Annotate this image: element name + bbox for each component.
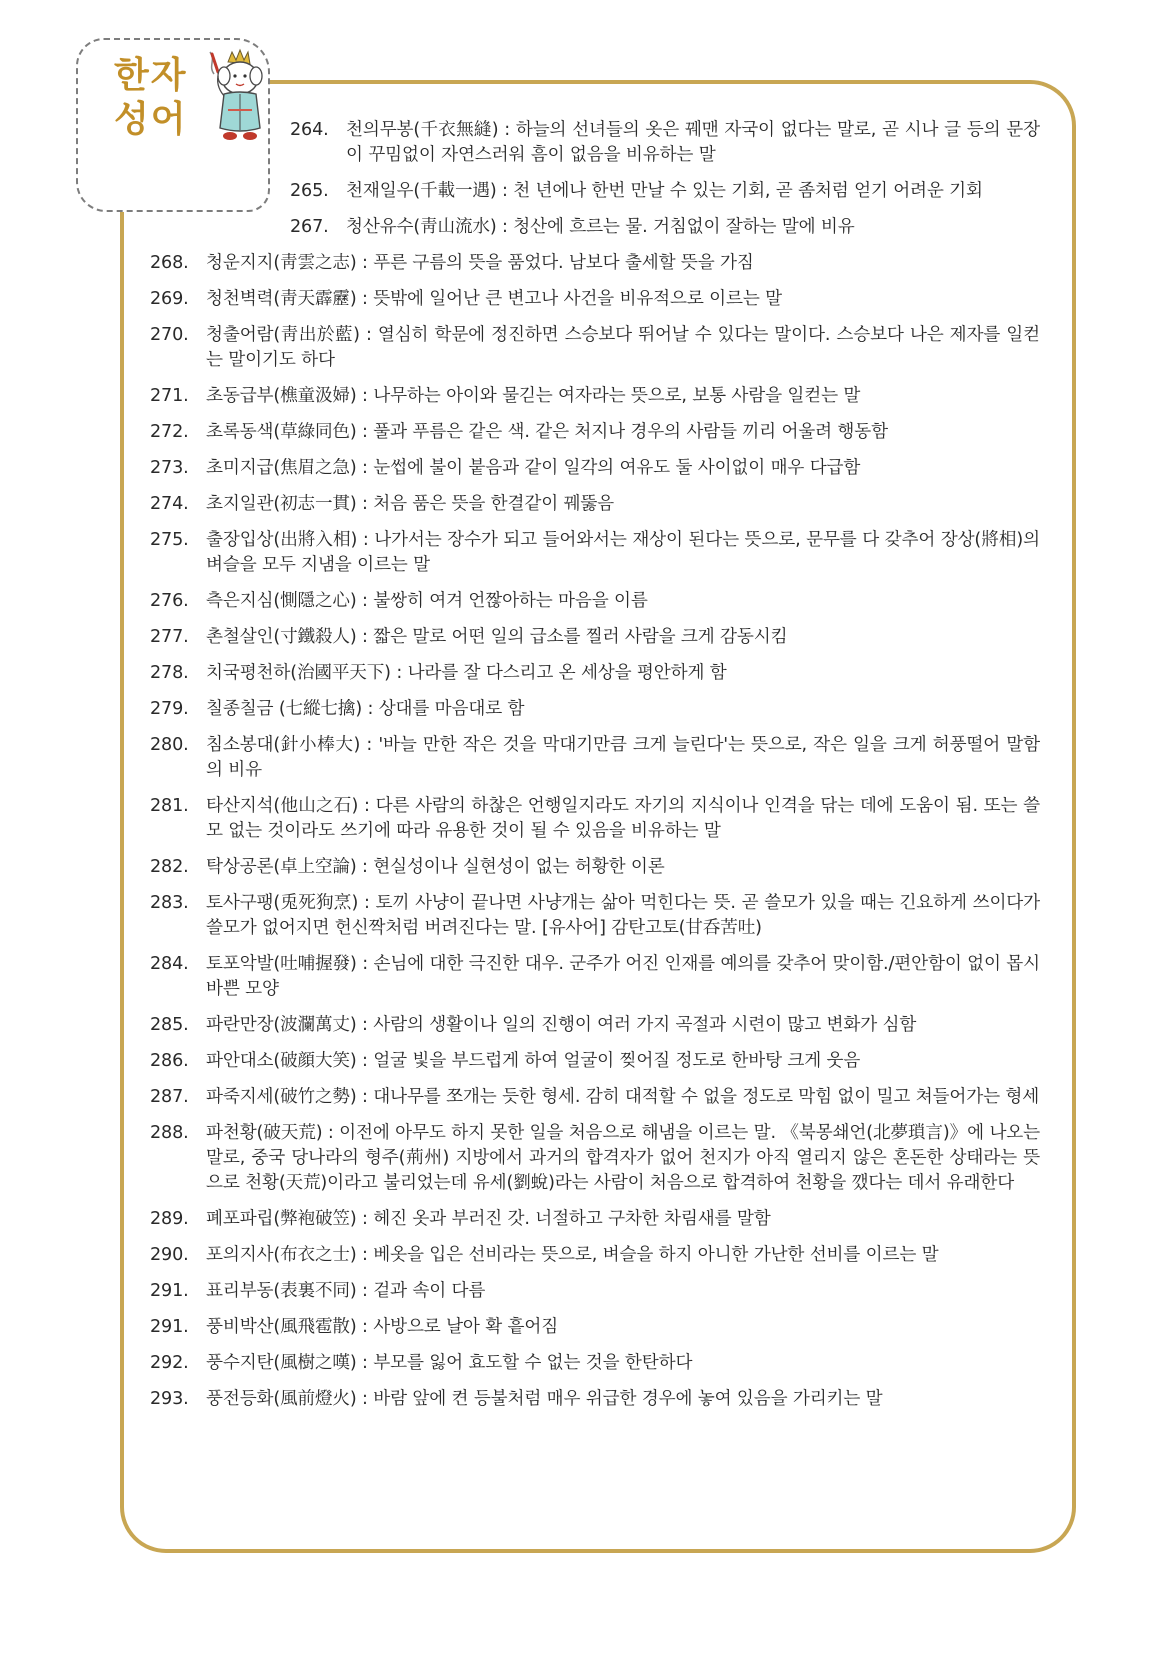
entry-text	[346, 118, 1040, 168]
entry-text	[206, 733, 1040, 783]
idiom-entry	[150, 420, 1040, 445]
entry-separator: :	[356, 386, 374, 406]
entry-number: 273.	[150, 458, 189, 478]
entry-separator: :	[362, 699, 379, 719]
idiom-entry	[150, 661, 1040, 686]
entry-definition: 토끼 사냥이 끝나면 사냥개는 삶아 먹힌다는 뜻. 곧 쓸모가 있을 때는 긴요하게 쓰이다가 쓸모가 없어지면 헌신짝처럼 버려진다는 말. [유사어] 감탄고토(甘呑苦吐)	[206, 893, 1040, 938]
entry-separator: :	[356, 1051, 374, 1071]
entry-term: 토사구팽(兎死狗烹)	[206, 893, 359, 913]
idiom-entry	[150, 492, 1040, 517]
entry-separator: :	[356, 1087, 374, 1107]
entry-definition: 하늘의 선녀들의 옷은 꿰맨 자국이 없다는 말로, 곧 시나 글 등의 문장이 꾸밈없이 자연스러워 흠이 없음을 비유하는 말	[346, 120, 1040, 165]
entry-term: 토포악발(吐哺握發)	[206, 954, 357, 974]
entry-number: 289.	[150, 1209, 189, 1229]
entry-definition: 청산에 흐르는 물. 거침없이 잘하는 말에 비유	[513, 217, 855, 237]
entry-separator: :	[356, 1317, 374, 1337]
entry-text	[206, 952, 1040, 1002]
entry-number: 272.	[150, 422, 189, 442]
entry-separator: :	[356, 1389, 374, 1409]
entry-text	[206, 251, 1040, 276]
entry-term: 청산유수(靑山流水)	[346, 217, 497, 237]
idiom-entry	[150, 1121, 1040, 1196]
idiom-entry	[290, 118, 1040, 168]
idiom-entry	[150, 384, 1040, 409]
entry-term: 풍전등화(風前燈火)	[206, 1389, 357, 1409]
entry-number: 287.	[150, 1087, 189, 1107]
entry-separator: :	[356, 253, 374, 273]
entry-term: 초미지급(焦眉之急)	[206, 458, 357, 478]
entry-separator: :	[358, 893, 376, 913]
entry-number: 283.	[150, 893, 189, 913]
section-title-line2: 성어	[114, 99, 188, 140]
entry-definition: 눈썹에 불이 붙음과 같이 일각의 여유도 둘 사이없이 매우 다급함	[373, 458, 861, 478]
entry-term: 파천황(破天荒)	[206, 1123, 323, 1143]
entry-text	[206, 697, 1040, 722]
entry-separator: :	[357, 530, 375, 550]
entry-term: 초동급부(樵童汲婦)	[206, 386, 357, 406]
entry-separator: :	[359, 325, 378, 345]
entry-term: 청천벽력(靑天霹靂)	[206, 289, 357, 309]
idiom-entry	[150, 855, 1040, 880]
idiom-entry	[150, 1207, 1040, 1232]
entry-term: 폐포파립(弊袍破笠)	[206, 1209, 357, 1229]
entry-definition: 현실성이나 실현성이 없는 허황한 이론	[373, 857, 665, 877]
entry-text	[346, 215, 1040, 240]
entry-term: 포의지사(布衣之士)	[206, 1245, 357, 1265]
idiom-entry	[150, 1351, 1040, 1376]
entry-definition: 나무하는 아이와 물긷는 여자라는 뜻으로, 보통 사람을 일컫는 말	[373, 386, 861, 406]
entry-separator: :	[356, 1353, 374, 1373]
entry-term: 타산지석(他山之石)	[206, 796, 359, 816]
idiom-entry	[290, 215, 1040, 240]
idiom-entry	[150, 1049, 1040, 1074]
entry-number: 291.	[150, 1281, 189, 1301]
entry-number: 282.	[150, 857, 189, 877]
entry-term: 천재일우(千載一遇)	[346, 181, 497, 201]
entry-separator: :	[356, 591, 374, 611]
entry-definition: 손님에 대한 극진한 대우. 군주가 어진 인재를 예의를 갖추어 맞이함./편안함이 없이 몹시 바쁜 모양	[206, 954, 1040, 999]
entry-number: 277.	[150, 627, 189, 647]
entry-term: 초지일관(初志一貫)	[206, 494, 357, 514]
entry-definition: 겉과 속이 다름	[373, 1281, 486, 1301]
entry-number: 280.	[150, 735, 189, 755]
entry-term: 침소봉대(針小棒大)	[206, 735, 361, 755]
entry-text	[206, 1351, 1040, 1376]
entry-number: 291.	[150, 1317, 189, 1337]
entry-definition: 처음 품은 뜻을 한결같이 꿰뚫음	[373, 494, 615, 514]
entry-definition: 풀과 푸름은 같은 색. 같은 처지나 경우의 사람들 끼리 어울려 행동함	[373, 422, 888, 442]
entry-number: 279.	[150, 699, 189, 719]
idiom-entry	[150, 733, 1040, 783]
entry-term: 탁상공론(卓上空論)	[206, 857, 357, 877]
entry-number: 267.	[290, 217, 329, 237]
entry-term: 측은지심(惻隱之心)	[206, 591, 357, 611]
entry-separator: :	[356, 458, 374, 478]
entry-definition: 대나무를 쪼개는 듯한 형세. 감히 대적할 수 없을 정도로 막힘 없이 밀고 쳐들어가는 형세	[373, 1087, 1040, 1107]
idiom-list	[150, 118, 1040, 1423]
idiom-entry	[150, 1243, 1040, 1268]
entry-number: 275.	[150, 530, 189, 550]
entry-number: 269.	[150, 289, 189, 309]
idiom-entry	[150, 625, 1040, 650]
entry-definition: 푸른 구름의 뜻을 품었다. 남보다 출세할 뜻을 가짐	[373, 253, 754, 273]
entry-definition: 부모를 잃어 효도할 수 없는 것을 한탄하다	[373, 1353, 693, 1373]
entry-text	[206, 661, 1040, 686]
idiom-entry	[150, 1387, 1040, 1412]
entry-separator: :	[356, 1245, 374, 1265]
entry-separator: :	[496, 181, 514, 201]
entry-definition: 헤진 옷과 부러진 갓. 너절하고 구차한 차림새를 말함	[373, 1209, 771, 1229]
entry-text	[206, 1207, 1040, 1232]
entry-number: 285.	[150, 1015, 189, 1035]
entry-text	[206, 1121, 1040, 1196]
entry-text	[206, 1243, 1040, 1268]
idiom-entry	[150, 456, 1040, 481]
entry-separator: :	[390, 663, 408, 683]
entry-number: 268.	[150, 253, 189, 273]
entry-term: 파죽지세(破竹之勢)	[206, 1087, 357, 1107]
entry-number: 276.	[150, 591, 189, 611]
idiom-entry	[150, 697, 1040, 722]
idiom-entry	[150, 528, 1040, 578]
entry-term: 표리부동(表裏不同)	[206, 1281, 357, 1301]
entry-number: 264.	[290, 120, 329, 140]
entry-term: 파란만장(波瀾萬丈)	[206, 1015, 357, 1035]
entry-number: 290.	[150, 1245, 189, 1265]
entry-definition: 이전에 아무도 하지 못한 일을 처음으로 해냄을 이르는 말. 《북몽쇄언(北夢瑣言)》에 나오는 말로, 중국 당나라의 형주(荊州) 지방에서 과거의 합격자가 없어 천지가 아직 열리지 않은 혼돈한 상태라는 뜻으로 천황(天荒)이라고 불리었는데 유세(劉蛻)라는 사람이 처음으로 합격하여 천황을 깼다는 데서 유래한다	[206, 1123, 1040, 1193]
idiom-entry	[150, 1013, 1040, 1038]
entry-number: 270.	[150, 325, 189, 345]
idiom-entry	[150, 1315, 1040, 1340]
entry-text	[206, 492, 1040, 517]
entry-number: 281.	[150, 796, 189, 816]
entry-term: 풍수지탄(風樹之嘆)	[206, 1353, 357, 1373]
entry-number: 274.	[150, 494, 189, 514]
entry-text	[206, 625, 1040, 650]
entry-number: 271.	[150, 386, 189, 406]
entry-separator: :	[356, 627, 374, 647]
entry-number: 288.	[150, 1123, 189, 1143]
entry-text	[206, 1387, 1040, 1412]
entry-number: 284.	[150, 954, 189, 974]
entry-text	[206, 891, 1040, 941]
entry-definition: 바람 앞에 켠 등불처럼 매우 위급한 경우에 놓여 있음을 가리키는 말	[373, 1389, 883, 1409]
entry-definition: 다른 사람의 하찮은 언행일지라도 자기의 지식이나 인격을 닦는 데에 도움이 됨. 또는 쓸모 없는 것이라도 쓰기에 따라 유용한 것이 될 수 있음을 비유하는 말	[206, 796, 1040, 841]
entry-separator: :	[356, 289, 374, 309]
entry-definition: 열심히 학문에 정진하면 스승보다 뛰어날 수 있다는 말이다. 스승보다 나은 제자를 일컫는 말이기도 하다	[206, 325, 1040, 370]
entry-text	[206, 1315, 1040, 1340]
idiom-entry	[150, 794, 1040, 844]
entry-separator: :	[498, 120, 516, 140]
entry-text	[206, 1085, 1040, 1110]
entry-number: 278.	[150, 663, 189, 683]
idiom-entry	[150, 589, 1040, 614]
idiom-entry	[150, 1085, 1040, 1110]
entry-separator: :	[358, 796, 376, 816]
entry-term: 촌철살인(寸鐵殺人)	[206, 627, 357, 647]
entry-text	[206, 384, 1040, 409]
entry-definition: 짧은 말로 어떤 일의 급소를 찔러 사람을 크게 감동시킴	[373, 627, 788, 647]
entry-text	[346, 179, 1040, 204]
idiom-entry	[150, 1279, 1040, 1304]
idiom-entry	[150, 287, 1040, 312]
entry-text	[206, 794, 1040, 844]
idiom-entry	[150, 323, 1040, 373]
entry-text	[206, 1049, 1040, 1074]
entry-separator: :	[356, 1209, 374, 1229]
section-title-line1: 한자	[114, 55, 188, 96]
entry-term: 청출어람(靑出於藍)	[206, 325, 360, 345]
entry-separator: :	[356, 422, 374, 442]
entry-number: 265.	[290, 181, 329, 201]
idiom-entry	[150, 251, 1040, 276]
entry-term: 천의무봉(千衣無縫)	[346, 120, 499, 140]
entry-separator: :	[356, 954, 374, 974]
idiom-entry	[150, 952, 1040, 1002]
entry-text	[206, 528, 1040, 578]
entry-definition: 상대를 마음대로 함	[378, 699, 525, 719]
entry-term: 파안대소(破顔大笑)	[206, 1051, 357, 1071]
idiom-entry	[150, 891, 1040, 941]
entry-separator: :	[356, 1281, 374, 1301]
entry-term: 칠종칠금 (七縱七擒)	[206, 699, 363, 719]
entry-separator: :	[356, 1015, 374, 1035]
entry-text	[206, 420, 1040, 445]
entry-definition: '바늘 만한 작은 것을 막대기만큼 크게 늘린다'는 뜻으로, 작은 일을 크게 허풍떨어 말함의 비유	[206, 735, 1040, 780]
entry-separator: :	[322, 1123, 340, 1143]
entry-term: 청운지지(靑雲之志)	[206, 253, 357, 273]
entry-definition: 베옷을 입은 선비라는 뜻으로, 벼슬을 하지 아니한 가난한 선비를 이르는 말	[373, 1245, 939, 1265]
entry-definition: 사람의 생활이나 일의 진행이 여러 가지 곡절과 시련이 많고 변화가 심함	[373, 1015, 917, 1035]
entry-text	[206, 287, 1040, 312]
entry-definition: 얼굴 빛을 부드럽게 하여 얼굴이 찢어질 정도로 한바탕 크게 웃음	[373, 1051, 861, 1071]
entry-separator: :	[360, 735, 379, 755]
entry-term: 출장입상(出將入相)	[206, 530, 358, 550]
entry-number: 293.	[150, 1389, 189, 1409]
entry-number: 292.	[150, 1353, 189, 1373]
entry-text	[206, 323, 1040, 373]
entry-term: 초록동색(草綠同色)	[206, 422, 357, 442]
entry-text	[206, 456, 1040, 481]
entry-number: 286.	[150, 1051, 189, 1071]
entry-definition: 불쌍히 여겨 언짢아하는 마음을 이름	[373, 591, 648, 611]
entry-separator: :	[356, 857, 374, 877]
entry-definition: 천 년에나 한번 만날 수 있는 기회, 곧 좀처럼 얻기 어려운 기회	[513, 181, 983, 201]
entry-text	[206, 1013, 1040, 1038]
entry-term: 치국평천하(治國平天下)	[206, 663, 391, 683]
entry-text	[206, 855, 1040, 880]
entry-definition: 사방으로 날아 확 흩어짐	[373, 1317, 559, 1337]
entry-definition: 나가서는 장수가 되고 들어와서는 재상이 된다는 뜻으로, 문무를 다 갖추어 장상(將相)의 벼슬을 모두 지냄을 이르는 말	[206, 530, 1040, 575]
entry-text	[206, 589, 1040, 614]
entry-separator: :	[496, 217, 514, 237]
entry-term: 풍비박산(風飛雹散)	[206, 1317, 357, 1337]
entry-definition: 뜻밖에 일어난 큰 변고나 사건을 비유적으로 이르는 말	[373, 289, 782, 309]
idiom-entry	[290, 179, 1040, 204]
entry-separator: :	[356, 494, 374, 514]
entry-definition: 나라를 잘 다스리고 온 세상을 평안하게 함	[407, 663, 727, 683]
entry-text	[206, 1279, 1040, 1304]
